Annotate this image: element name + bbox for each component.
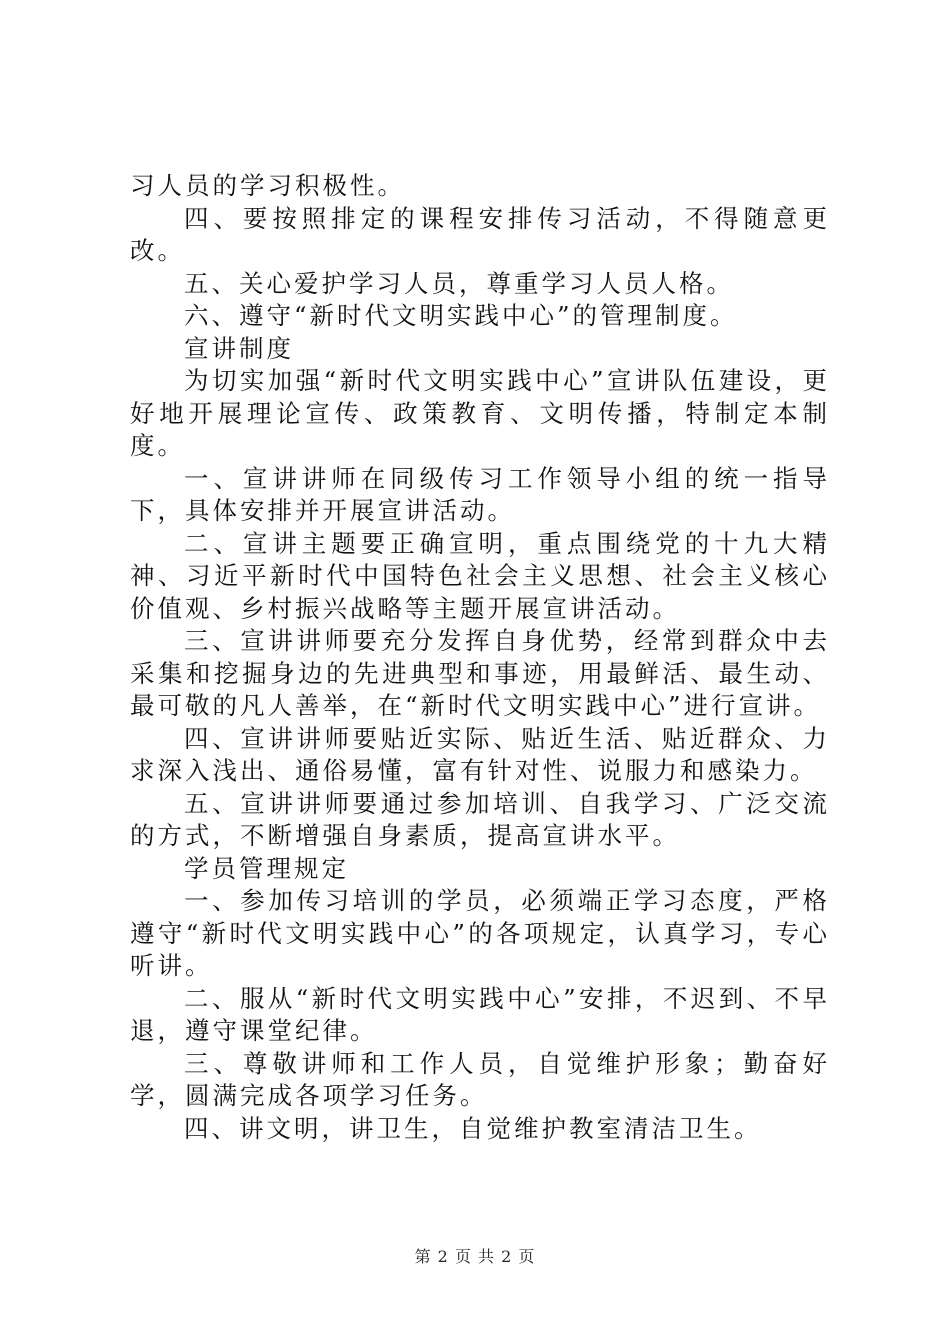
paragraph: 四、宣讲讲师要贴近实际、贴近生活、贴近群众、力求深入浅出、通俗易懂，富有针对性、说服力和感染力。 bbox=[130, 723, 830, 785]
paragraph: 一、宣讲讲师在同级传习工作领导小组的统一指导下，具体安排并开展宣讲活动。 bbox=[130, 463, 830, 525]
page-footer bbox=[0, 1244, 950, 1267]
paragraph: 一、参加传习培训的学员，必须端正学习态度，严格遵守“新时代文明实践中心”的各项规定，认真学习，专心听讲。 bbox=[130, 886, 830, 980]
paragraph: 宣讲制度 bbox=[184, 333, 294, 363]
paragraph: 三、宣讲讲师要充分发挥自身优势，经常到群众中去采集和挖掘身边的先进典型和事迹，用最鲜活、最生动、最可敬的凡人善举，在“新时代文明实践中心”进行宣讲。 bbox=[130, 626, 830, 720]
document-body bbox=[130, 170, 830, 1145]
paragraph: 四、讲文明，讲卫生，自觉维护教室清洁卫生。 bbox=[184, 1113, 762, 1143]
paragraph: 二、服从“新时代文明实践中心”安排，不迟到、不早退，遵守课堂纪律。 bbox=[130, 983, 830, 1045]
page-number-label: 第 2 页 共 2 页 bbox=[414, 1247, 536, 1266]
paragraph: 三、尊敬讲师和工作人员，自觉维护形象；勤奋好学，圆满完成各项学习任务。 bbox=[130, 1048, 830, 1110]
paragraph: 六、遵守“新时代文明实践中心”的管理制度。 bbox=[184, 301, 738, 330]
paragraph: 为切实加强“新时代文明实践中心”宣讲队伍建设，更好地开展理论宣传、政策教育、文明传播，特制定本制度。 bbox=[130, 366, 830, 460]
paragraph: 五、宣讲讲师要通过参加培训、自我学习、广泛交流的方式，不断增强自身素质，提高宣讲水平。 bbox=[130, 788, 830, 850]
paragraph: 习人员的学习积极性。 bbox=[130, 171, 405, 200]
paragraph: 二、宣讲主题要正确宣明，重点围绕党的十九大精神、习近平新时代中国特色社会主义思想、社会主义核心价值观、乡村振兴战略等主题开展宣讲活动。 bbox=[130, 528, 830, 623]
paragraph: 学员管理规定 bbox=[184, 853, 349, 883]
paragraph: 五、关心爱护学习人员，尊重学习人员人格。 bbox=[184, 268, 734, 298]
paragraph: 四、要按照排定的课程安排传习活动，不得随意更改。 bbox=[130, 203, 830, 265]
